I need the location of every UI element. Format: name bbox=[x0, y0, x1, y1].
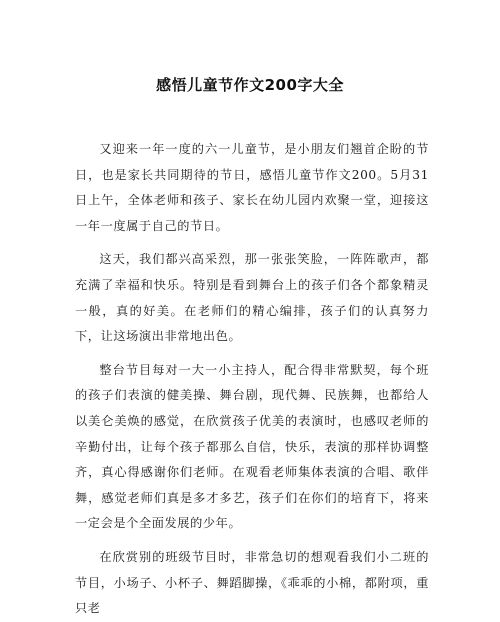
paragraph-3: 整台节目每对一大一小主持人，配合得非常默契，每个班的孩子们表演的健美操、舞台剧，现代舞、民族舞，也都给人以美仑美焕的感觉，在欣赏孩子优美的表演时，也感叹老师的辛勤付出，让每个孩子都那么自信，快乐，表演的那样协调整齐，真心得感谢你们老师。在观看老师集体表演的合唱、歌伴舞，感觉老师们真是多才多艺，孩子们在你们的培育下，将来一定会是个全面发展的少年。 bbox=[75, 362, 429, 531]
paragraph-2: 这天，我们都兴高采烈，那一张张笑脸，一阵阵歌声，都充满了幸福和快乐。特别是看到舞台上的孩子们各个都象精灵一般，真的好美。在老师们的精心编排，孩子们的认真努力下，让这场演出非常地出色。 bbox=[75, 252, 429, 344]
document-body bbox=[75, 137, 429, 622]
paragraph-4: 在欣赏别的班级节目时，非常急切的想观看我们小二班的节目，小场子、小杯子、舞蹈脚操，《乖乖的小棉，都附项，重只老 bbox=[75, 549, 429, 616]
document-title: 感悟儿童节作文200字大全 bbox=[156, 76, 344, 94]
paragraph-1: 又迎来一年一度的六一儿童节，是小朋友们翘首企盼的节日，也是家长共同期待的节日，感悟儿童节作文200。5月31日上午，全体老师和孩子、家长在幼儿园内欢聚一堂，迎接这一年一度属于自己的节日。 bbox=[75, 142, 429, 233]
